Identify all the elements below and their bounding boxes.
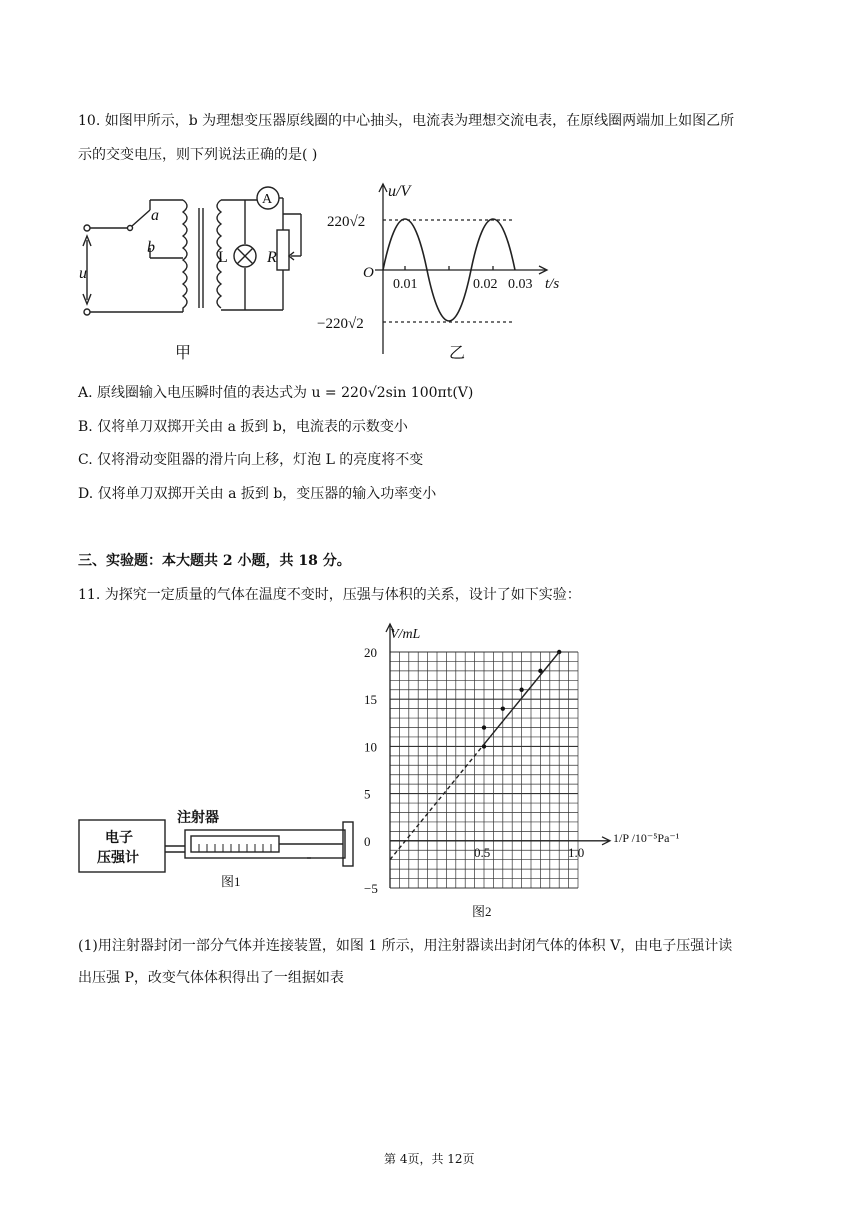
voltage-graph-yi (315, 180, 585, 365)
trough-label: −220√2 (317, 316, 364, 332)
q10-stem-line2: 示的交变电压，则下列说法正确的是( ) (78, 147, 318, 163)
q10-option-d: D. 仅将单刀双掷开关由 a 扳到 b，变压器的输入功率变小 (78, 486, 437, 502)
y-tick-label: −5 (364, 881, 378, 896)
q10-option-c: C. 仅将滑动变阻器的滑片向上移，灯泡 L 的亮度将不变 (78, 452, 424, 468)
y-tick-label: 10 (364, 739, 377, 755)
voltage-label-u: u (79, 265, 87, 282)
ammeter-symbol: A (262, 192, 273, 207)
q10-option-a: A. 原线圈输入电压瞬时值的表达式为 u = 220√2sin 100πt(V) (78, 385, 474, 401)
v-vs-inverse-p-chart (360, 620, 690, 920)
q10-option-b: B. 仅将单刀双掷开关由 a 扳到 b，电流表的示数变小 (78, 419, 408, 435)
x-tick-label: 0.5 (474, 844, 491, 860)
graph-origin: O (363, 265, 374, 281)
q11-part1-line1: (1)用注射器封闭一部分气体并连接装置，如图 1 所示，用注射器读出封闭气体的体积 V，由电子压强计读 (78, 938, 733, 954)
graph-x-axis-label: t/s (545, 276, 560, 292)
q10-stem-line1: 10. 如图甲所示，b 为理想变压器原线圈的中心抽头，电流表为理想交流电表，在原线圈两端加上如图乙所 (78, 113, 735, 129)
peak-label: 220√2 (327, 214, 366, 230)
syringe-label: 注射器 (177, 811, 219, 826)
lamp-label-l: L (218, 249, 228, 266)
figure-caption-1: 图1 (221, 874, 241, 889)
data-point (482, 725, 486, 729)
chart-y-axis-label: V/mL (390, 627, 421, 642)
page-footer: 第 4页，共 12页 (384, 1152, 475, 1166)
figure-caption-jia: 甲 (175, 345, 192, 362)
apparatus-figure-1 (75, 800, 365, 895)
resistor-label-r: R (267, 249, 277, 266)
q11-part1-line2: 出压强 P，改变气体体积得出了一组据如表 (78, 970, 344, 986)
circuit-figure-jia (75, 180, 315, 365)
y-tick-label: 5 (364, 786, 371, 802)
x-tick-label: 1.0 (568, 844, 585, 860)
switch-label-a: a (151, 207, 159, 224)
y-tick-label: 20 (364, 645, 377, 660)
y-tick-label: 15 (364, 692, 377, 708)
tap-label-b: b (147, 239, 155, 256)
figure-caption-yi: 乙 (449, 345, 466, 362)
gauge-label-line2: 压强计 (97, 851, 139, 866)
chart-x-axis-label: 1/P /10⁻⁵Pa⁻¹ (613, 831, 680, 845)
graph-y-axis-label: u/V (388, 183, 411, 200)
tick-label-003: 0.03 (508, 277, 533, 292)
section-heading: 三、实验题：本大题共 2 小题，共 18 分。 (78, 553, 351, 569)
data-point (501, 706, 505, 710)
tick-label-001: 0.01 (393, 277, 418, 292)
y-tick-label: 0 (364, 833, 371, 849)
figure-caption-2: 图2 (472, 904, 492, 919)
tick-label-002: 0.02 (473, 277, 498, 292)
data-point (519, 688, 523, 692)
gauge-label-line1: 电子 (105, 831, 133, 846)
q11-stem: 11. 为探究一定质量的气体在温度不变时，压强与体积的关系，设计了如下实验： (78, 587, 581, 603)
